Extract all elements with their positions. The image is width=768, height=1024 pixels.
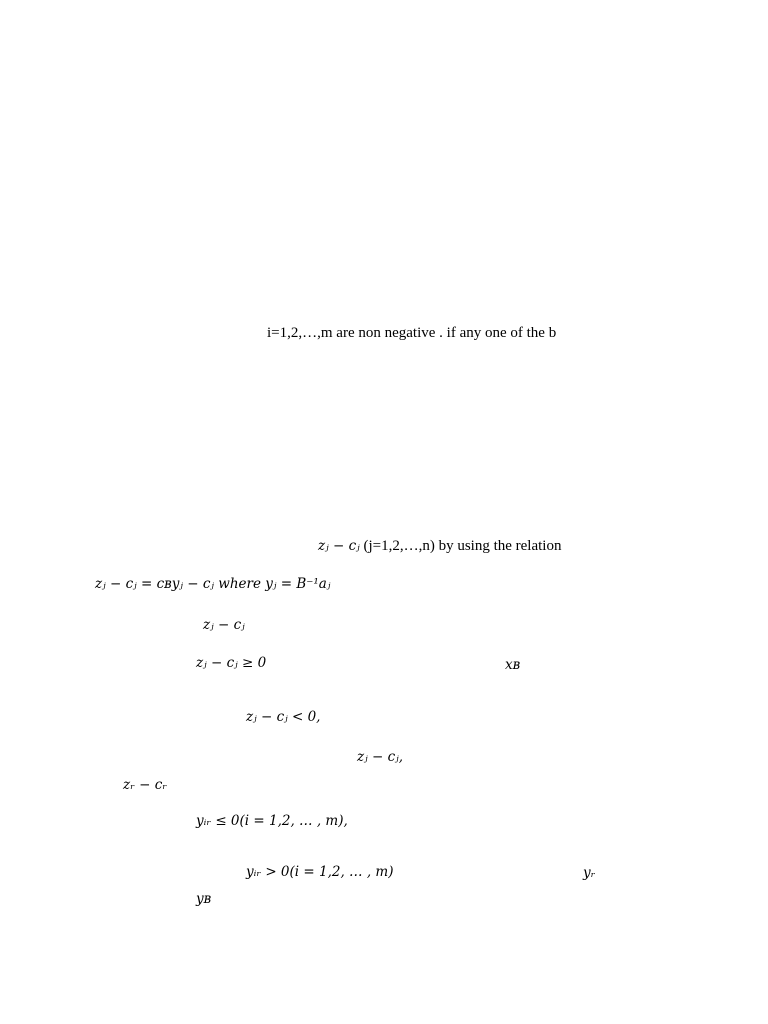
math-positive-condition: yᵢᵣ > 0(i = 1,2, … , m): [246, 864, 394, 880]
text-line-nonnegative: i=1,2,…,m are non negative . if any one of the b: [267, 325, 557, 341]
relation-text: (j=1,2,…,n) by using the relation: [359, 538, 562, 554]
math-negative-condition: zⱼ − cⱼ < 0,: [246, 709, 321, 725]
math-xb: xʙ: [505, 657, 521, 673]
math-zr-cr: zᵣ − cᵣ: [123, 777, 167, 793]
math-unbounded-condition: yᵢᵣ ≤ 0(i = 1,2, … , m),: [196, 813, 348, 829]
math-optimality-condition: zⱼ − cⱼ ≥ 0: [196, 655, 267, 671]
math-yb: yʙ: [196, 891, 212, 907]
math-zj-cj: zⱼ − cⱼ: [318, 538, 360, 554]
text-line-relation: [318, 538, 561, 554]
math-zj-cj: zⱼ − cⱼ,: [357, 749, 403, 765]
math-equation-zj-cj: zⱼ − cⱼ = cʙyⱼ − cⱼ where yⱼ = B⁻¹aⱼ: [95, 576, 331, 592]
math-yr: yᵣ: [583, 865, 596, 881]
math-zj-cj: zⱼ − cⱼ: [203, 617, 245, 633]
